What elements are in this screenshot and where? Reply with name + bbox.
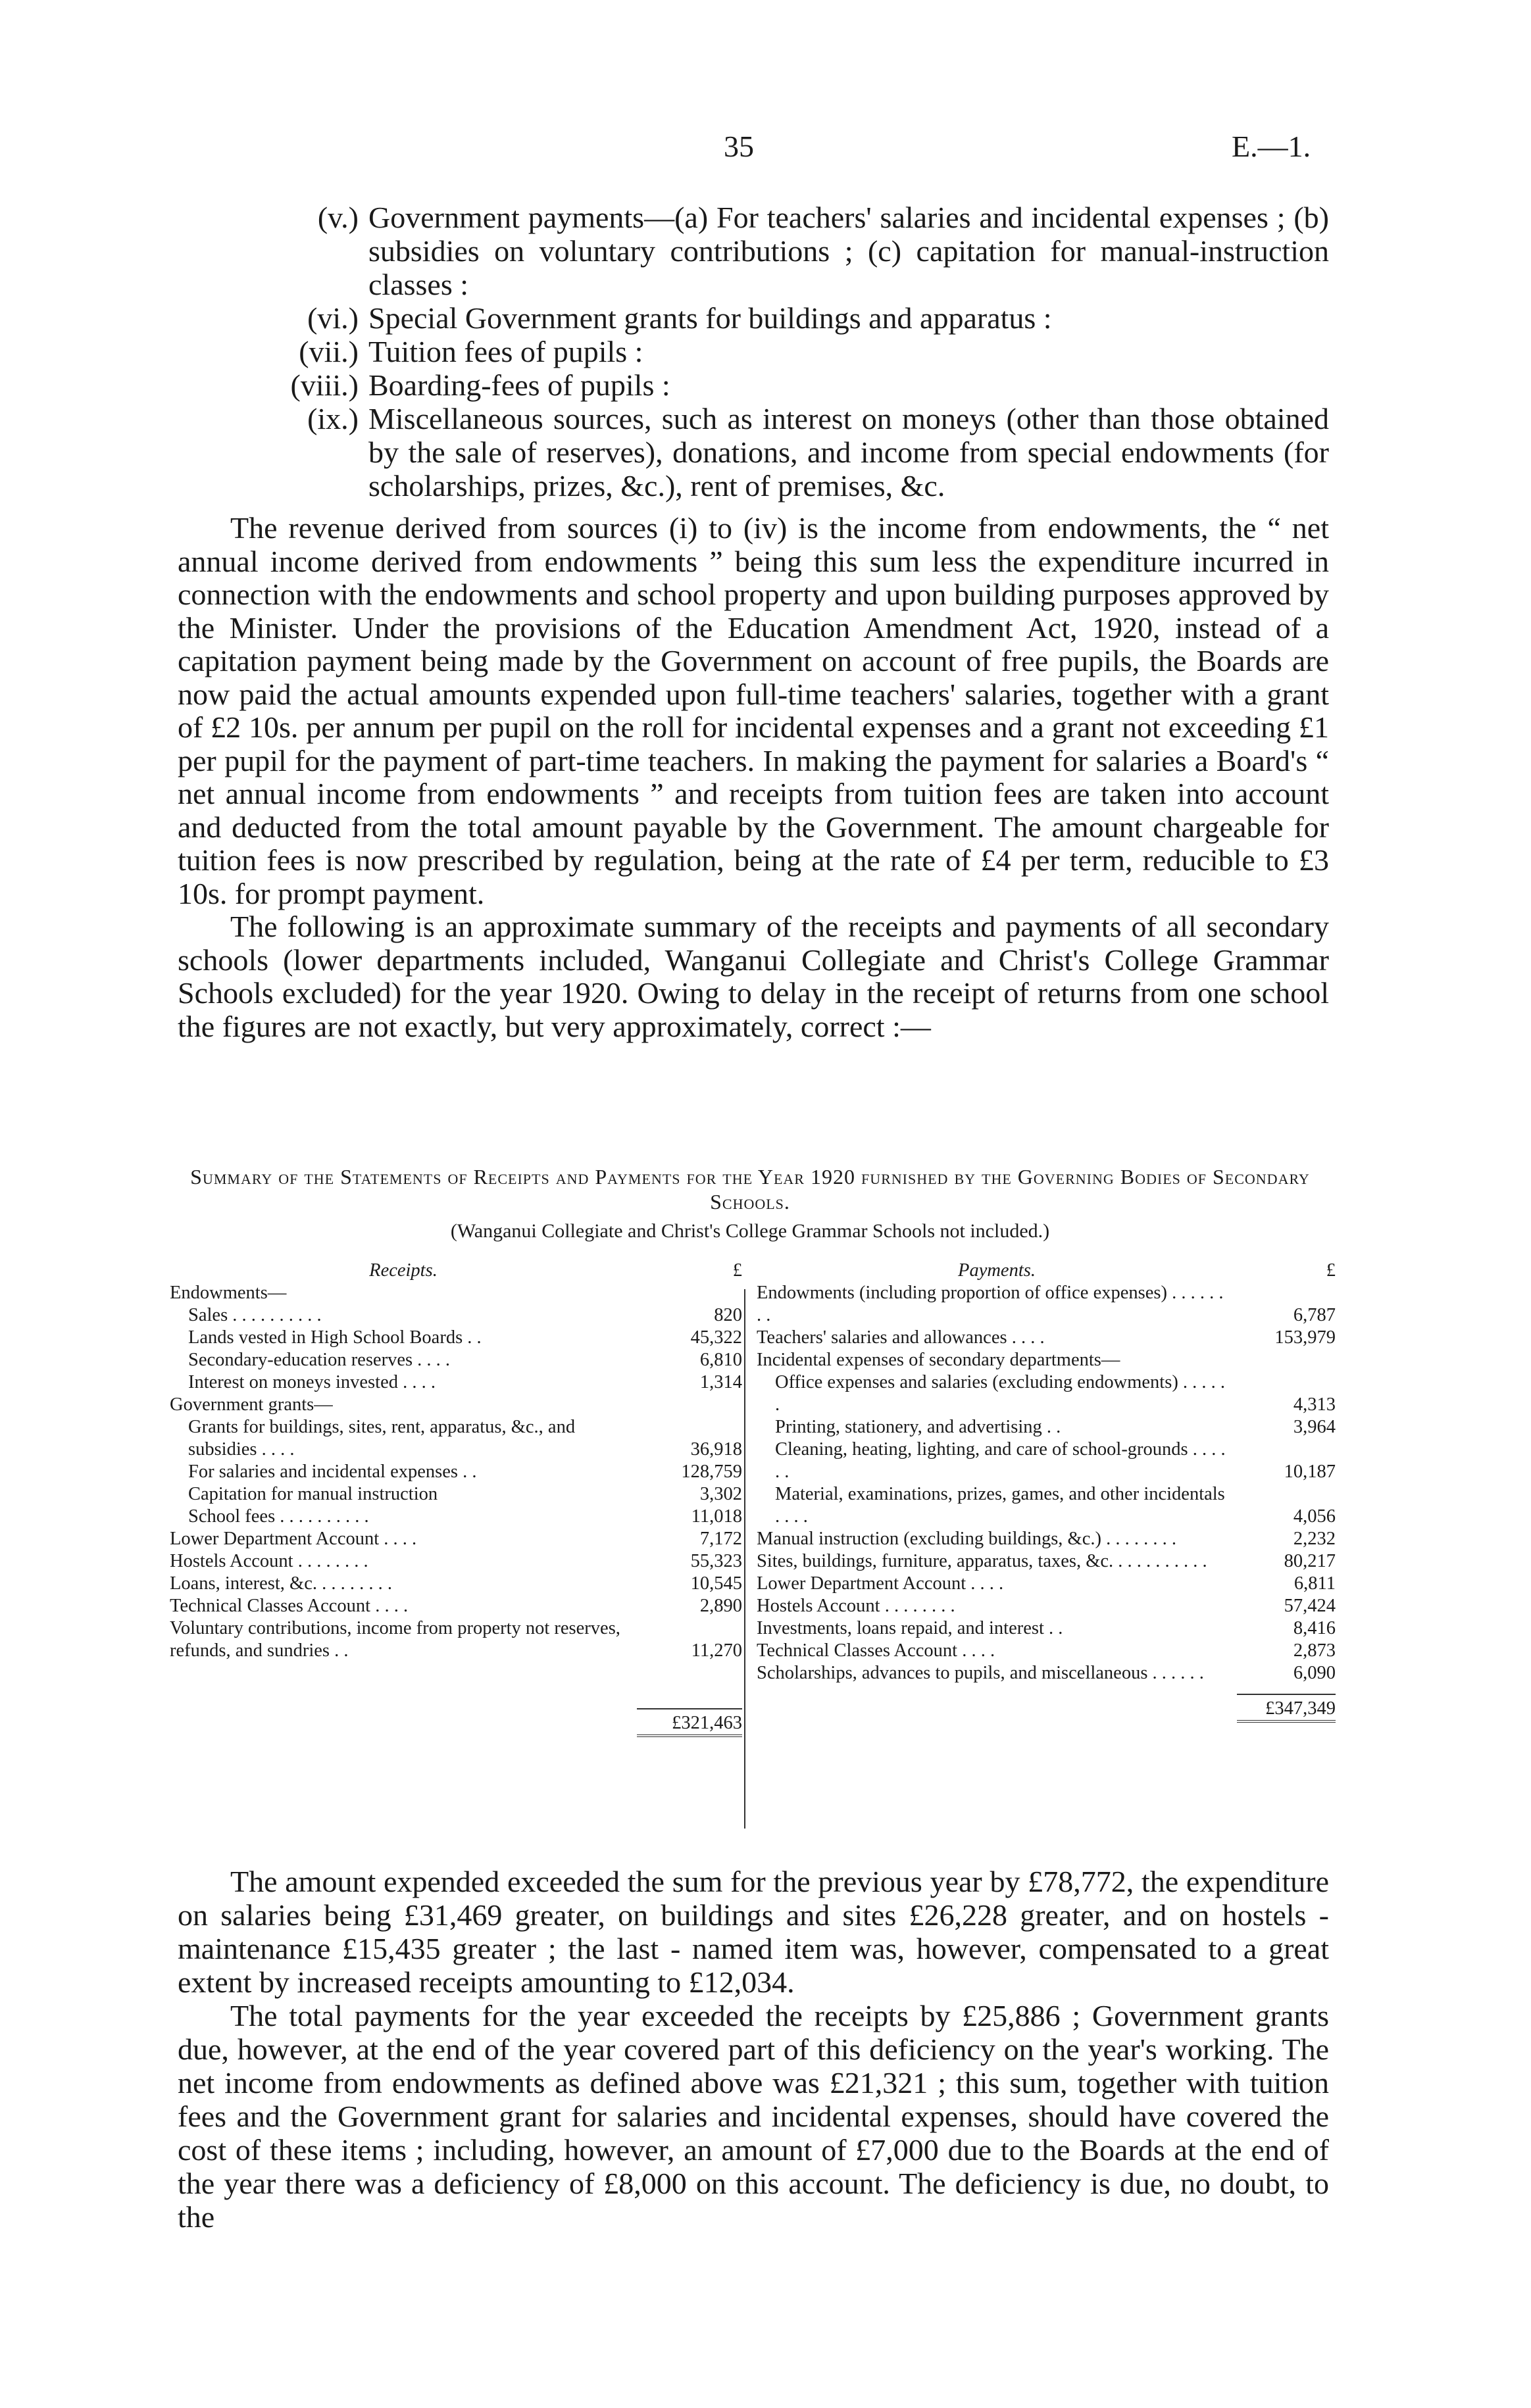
table-row bbox=[757, 1595, 1336, 1617]
row-label: School fees . . . . . . . . . . bbox=[188, 1506, 369, 1527]
table-row bbox=[757, 1438, 1336, 1483]
row-label: Incidental expenses of secondary departments— bbox=[757, 1350, 1120, 1370]
row-label: Technical Classes Account . . . . bbox=[757, 1640, 995, 1661]
table-row bbox=[170, 1528, 742, 1550]
row-label: Printing, stationery, and advertising . . bbox=[775, 1417, 1061, 1437]
row-label: Capitation for manual instruction bbox=[188, 1484, 438, 1504]
row-label: Lands vested in High School Boards . . bbox=[188, 1327, 482, 1348]
row-amount: 10,187 bbox=[1284, 1462, 1336, 1482]
table-row bbox=[757, 1371, 1336, 1416]
document-reference: E.—1. bbox=[1232, 130, 1311, 163]
list-item bbox=[178, 301, 1329, 335]
row-label: Investments, loans repaid, and interest . . bbox=[757, 1618, 1063, 1638]
row-label: Secondary-education reserves . . . . bbox=[188, 1350, 451, 1370]
table-row bbox=[170, 1371, 742, 1394]
row-amount: 57,424 bbox=[1284, 1596, 1336, 1616]
table-row bbox=[170, 1327, 742, 1349]
row-label: Sites, buildings, furniture, apparatus, taxes, &c. . . . . . . . . . . bbox=[757, 1551, 1207, 1571]
row-amount: 8,416 bbox=[1293, 1618, 1336, 1638]
table-title: Summary of the Statements of Receipts and Payments for the Year 1920 furnished by the Governing Bodies of Secondary Schools. bbox=[190, 1165, 1310, 1214]
list-item bbox=[178, 201, 1329, 301]
table-row bbox=[170, 1595, 742, 1617]
paragraph-deficiency: The total payments for the year exceeded the receipts by £25,886 ; Government grants due, however, at the end of the year covered part of this deficiency on the year's working. The net income from endowments as defined above was £21,321 ; this sum, together with tuition fees and the Government grant for salaries and incidental expenses, should have covered the cost of these items ; including, however, an amount of £7,000 due to the Boards at the end of the year there was a deficiency of £8,000 on this account. The deficiency is due, no doubt, to the bbox=[178, 1999, 1329, 2234]
table-row bbox=[757, 1640, 1336, 1662]
receipts-total-row bbox=[170, 1708, 742, 1737]
row-amount: 55,323 bbox=[690, 1551, 742, 1571]
row-label: Government grants— bbox=[170, 1394, 333, 1415]
table-row bbox=[757, 1662, 1336, 1684]
receipts-heading: Receipts. bbox=[369, 1260, 438, 1281]
table-row bbox=[757, 1282, 1336, 1327]
row-amount: 6,811 bbox=[1293, 1573, 1336, 1594]
row-label: Hostels Account . . . . . . . . bbox=[757, 1596, 955, 1616]
table-row bbox=[170, 1304, 742, 1327]
currency-symbol: £ bbox=[1326, 1260, 1336, 1281]
list-item-text: Boarding-fees of pupils : bbox=[368, 368, 670, 402]
row-amount: 6,810 bbox=[699, 1350, 742, 1370]
row-amount: 128,759 bbox=[681, 1462, 742, 1482]
table-row bbox=[170, 1461, 742, 1483]
receipts-table bbox=[170, 1260, 742, 1737]
row-amount: 820 bbox=[714, 1305, 742, 1325]
list-item bbox=[178, 335, 1329, 368]
row-label: Interest on moneys invested . . . . bbox=[188, 1372, 436, 1392]
paragraph-revenue: The revenue derived from sources (i) to (iv) is the income from endowments, the “ net annual income derived from endowments ” being this sum less the expenditure incurred in connection with the endowments and school property and upon building purposes approved by the Minister. Under the provisions of the Education Amendment Act, 1920, instead of a capitation payment being made by the Government on account of free pupils, the Boards are now paid the actual amounts expended upon full-time teachers' salaries, together with a grant of £2 10s. per annum per pupil on the roll for incidental expenses and a grant not exceeding £1 per pupil for the payment of part-time teachers. In making the payment for salaries a Board's “ net annual income from endowments ” and receipts from tuition fees are taken into account and deducted from the total amount payable by the Government. The amount chargeable for tuition fees is now prescribed by regulation, being at the rate of £4 per term, reducible to £3 10s. for prompt payment. bbox=[178, 511, 1329, 910]
table-row bbox=[170, 1416, 742, 1461]
row-label: Hostels Account . . . . . . . . bbox=[170, 1551, 368, 1571]
row-amount: 2,890 bbox=[699, 1596, 742, 1616]
row-label: Material, examinations, prizes, games, and other incidentals . . . . bbox=[775, 1484, 1225, 1527]
row-label: Technical Classes Account . . . . bbox=[170, 1596, 409, 1616]
table-subtitle: (Wanganui Collegiate and Christ's College Grammar Schools not included.) bbox=[450, 1220, 1050, 1242]
table-row bbox=[170, 1349, 742, 1371]
table-row bbox=[170, 1573, 742, 1595]
body-text-bottom bbox=[178, 1865, 1329, 2234]
table-row bbox=[757, 1349, 1336, 1371]
row-amount: 80,217 bbox=[1284, 1551, 1336, 1571]
payments-total-row bbox=[757, 1694, 1336, 1723]
row-label: Voluntary contributions, income from property not reserves, refunds, and sundries . . bbox=[170, 1618, 620, 1661]
table-row bbox=[757, 1483, 1336, 1528]
row-amount: 45,322 bbox=[690, 1327, 742, 1348]
body-text-top bbox=[178, 512, 1329, 1043]
receipts-header-row bbox=[170, 1260, 742, 1282]
income-sources-list bbox=[178, 201, 1329, 503]
row-amount: 11,270 bbox=[691, 1640, 742, 1661]
row-amount: 7,172 bbox=[699, 1529, 742, 1549]
table-divider bbox=[744, 1289, 745, 1829]
payments-table bbox=[757, 1260, 1336, 1723]
list-item-text: Special Government grants for buildings and apparatus : bbox=[368, 301, 1052, 335]
table-row bbox=[757, 1617, 1336, 1640]
row-amount: 6,787 bbox=[1293, 1305, 1336, 1325]
payments-heading: Payments. bbox=[958, 1260, 1036, 1281]
table-row bbox=[757, 1327, 1336, 1349]
table-row bbox=[757, 1416, 1336, 1438]
row-amount: 11,018 bbox=[691, 1506, 742, 1527]
table-row bbox=[170, 1483, 742, 1506]
row-label: Scholarships, advances to pupils, and miscellaneous . . . . . . bbox=[757, 1663, 1204, 1683]
payments-header-row bbox=[757, 1260, 1336, 1282]
receipts-total: £321,463 bbox=[637, 1708, 742, 1737]
list-item bbox=[178, 402, 1329, 503]
row-amount: 3,964 bbox=[1293, 1417, 1336, 1437]
list-item-text: Government payments—(a) For teachers' salaries and incidental expenses ; (b) subsidies on voluntary contributions ; (c) capitation for manual-instruction classes : bbox=[368, 201, 1329, 301]
row-label: For salaries and incidental expenses . . bbox=[188, 1462, 477, 1482]
row-label: Cleaning, heating, lighting, and care of school-grounds . . . . . . bbox=[775, 1439, 1226, 1482]
row-amount: 2,873 bbox=[1293, 1640, 1336, 1661]
row-label: Loans, interest, &c. . . . . . . . . bbox=[170, 1573, 392, 1594]
row-label: Endowments (including proportion of office expenses) . . . . . . . . bbox=[757, 1283, 1224, 1325]
table-row bbox=[757, 1573, 1336, 1595]
row-label: Lower Department Account . . . . bbox=[170, 1529, 417, 1549]
paragraph-expenditure: The amount expended exceeded the sum for the previous year by £78,772, the expenditure on salaries being £31,469 greater, on buildings and sites £26,228 greater, and on hostels - maintenance £15,435 greater ; the last - named item was, however, compensated to a great extent by increased receipts amounting to £12,034. bbox=[178, 1865, 1329, 1999]
payments-total: £347,349 bbox=[1237, 1694, 1336, 1723]
row-amount: 1,314 bbox=[699, 1372, 742, 1392]
list-item-number: (viii.) bbox=[290, 368, 359, 402]
table-row bbox=[170, 1506, 742, 1528]
list-item-text: Miscellaneous sources, such as interest on moneys (other than those obtained by the sale of reserves), donations, and income from special endowments (for scholarships, prizes, &c.), rent of premises, &c. bbox=[368, 402, 1329, 503]
list-item-number: (v.) bbox=[317, 201, 359, 234]
table-row bbox=[170, 1394, 742, 1416]
row-label: Office expenses and salaries (excluding endowments) . . . . . . bbox=[775, 1372, 1226, 1415]
table-row bbox=[170, 1617, 742, 1662]
row-label: Manual instruction (excluding buildings, &c.) . . . . . . . . bbox=[757, 1529, 1176, 1549]
row-amount: 6,090 bbox=[1293, 1663, 1336, 1683]
list-item-text: Tuition fees of pupils : bbox=[368, 335, 643, 368]
row-amount: 4,056 bbox=[1293, 1506, 1336, 1527]
row-amount: 10,545 bbox=[690, 1573, 742, 1594]
table-row bbox=[757, 1528, 1336, 1550]
table-row bbox=[170, 1550, 742, 1573]
list-item-number: (ix.) bbox=[307, 402, 359, 435]
table-row bbox=[757, 1550, 1336, 1573]
currency-symbol: £ bbox=[732, 1260, 742, 1281]
paragraph-summary-intro: The following is an approximate summary of the receipts and payments of all secondary schools (lower departments included, Wanganui Collegiate and Christ's College Grammar Schools excluded) for the year 1920. Owing to delay in the receipt of returns from one school the figures are not exactly, but very approximately, correct :— bbox=[178, 910, 1329, 1043]
row-amount: 36,918 bbox=[690, 1439, 742, 1460]
row-label: Sales . . . . . . . . . . bbox=[188, 1305, 322, 1325]
table-row bbox=[170, 1282, 742, 1304]
row-amount: 153,979 bbox=[1274, 1327, 1336, 1348]
list-item-number: (vii.) bbox=[299, 335, 359, 368]
row-amount: 3,302 bbox=[699, 1484, 742, 1504]
row-label: Teachers' salaries and allowances . . . . bbox=[757, 1327, 1045, 1348]
row-amount: 2,232 bbox=[1293, 1529, 1336, 1549]
page-number: 35 bbox=[724, 130, 754, 163]
row-label: Endowments— bbox=[170, 1283, 287, 1303]
row-amount: 4,313 bbox=[1293, 1394, 1336, 1415]
list-item bbox=[178, 368, 1329, 402]
row-label: Grants for buildings, sites, rent, apparatus, &c., and subsidies . . . . bbox=[188, 1417, 576, 1460]
list-item-number: (vi.) bbox=[307, 301, 359, 335]
row-label: Lower Department Account . . . . bbox=[757, 1573, 1004, 1594]
